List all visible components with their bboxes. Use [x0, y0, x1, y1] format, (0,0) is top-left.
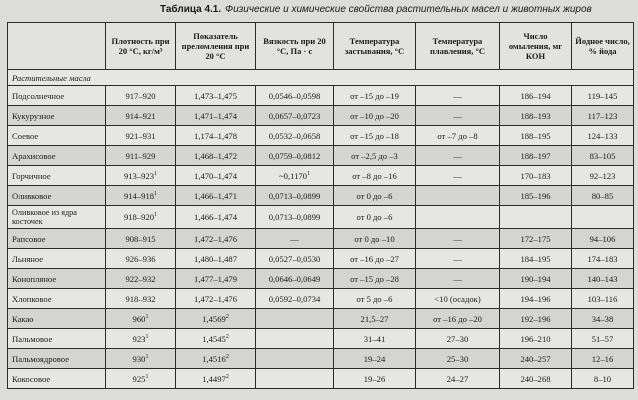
oil-name-cell — [8, 369, 106, 389]
oil-name-cell — [8, 166, 106, 186]
refraction-cell-text: 1,466–1,471 — [194, 190, 237, 201]
melting-cell-text: от –7 до –8 — [437, 130, 478, 141]
refraction-cell-text: 1,4545 — [202, 333, 226, 344]
saponification-cell-text: 170–183 — [520, 170, 551, 181]
table-row — [8, 146, 634, 166]
saponification-cell-text: 196–210 — [520, 333, 551, 344]
viscosity-cell — [256, 126, 334, 146]
saponification-cell-text: 184–195 — [520, 253, 551, 264]
oil-name-cell-text: Соевое — [12, 130, 39, 141]
oil-name-cell-text: Оливковое из ядра косточек — [12, 207, 77, 226]
iodine-cell-text: 94–106 — [589, 233, 616, 244]
table-row — [8, 229, 634, 249]
header-viscosity: Вязкость при 20 °С, Па · с — [256, 23, 334, 70]
melting-cell — [416, 329, 500, 349]
saponification-cell — [500, 309, 572, 329]
density-cell — [106, 186, 176, 206]
table-row — [8, 249, 634, 269]
viscosity-cell-text: 0,0759–0,0812 — [268, 150, 321, 161]
iodine-cell — [572, 269, 634, 289]
section-label: Растительные масла — [8, 70, 634, 86]
solidification-cell — [334, 349, 416, 369]
footnote-mark: 1 — [306, 170, 310, 177]
viscosity-cell — [256, 186, 334, 206]
oil-name-cell — [8, 249, 106, 269]
refraction-cell — [176, 166, 256, 186]
viscosity-cell — [256, 369, 334, 389]
melting-cell — [416, 206, 500, 229]
solidification-cell-text: от 0 до –6 — [356, 212, 393, 222]
viscosity-cell — [256, 86, 334, 106]
iodine-cell — [572, 329, 634, 349]
density-cell — [106, 146, 176, 166]
header-iodine: Йодное число, % йода — [572, 23, 634, 70]
solidification-cell-text: от 0 до –10 — [354, 233, 395, 244]
oil-name-cell — [8, 206, 106, 229]
viscosity-cell — [256, 166, 334, 186]
saponification-cell — [500, 289, 572, 309]
solidification-cell-text: от 0 до –6 — [356, 190, 393, 201]
footnote-mark: 1 — [145, 373, 149, 380]
solidification-cell-text: от –8 до –16 — [352, 170, 397, 181]
saponification-cell — [500, 249, 572, 269]
viscosity-cell-text: 0,0532–0,0658 — [268, 130, 321, 141]
iodine-cell-text: 119–145 — [587, 90, 618, 101]
melting-cell-text: 24–27 — [446, 373, 469, 384]
saponification-cell — [500, 206, 572, 229]
oil-name-cell-text: Льняное — [12, 253, 44, 264]
density-cell-text: 918–920 — [123, 212, 155, 222]
iodine-cell — [572, 186, 634, 206]
melting-cell-text: <10 (осадок) — [434, 293, 481, 304]
saponification-cell — [500, 126, 572, 146]
density-cell — [106, 206, 176, 229]
iodine-cell — [572, 86, 634, 106]
iodine-cell-text: 174–183 — [587, 253, 618, 264]
oil-name-cell-text: Оливковое — [12, 190, 52, 201]
saponification-cell-text: 192–196 — [520, 313, 551, 324]
solidification-cell — [334, 269, 416, 289]
table-row — [8, 269, 634, 289]
solidification-cell — [334, 146, 416, 166]
melting-cell-text: — — [453, 273, 462, 284]
viscosity-cell-text: 0,0546–0,0598 — [268, 90, 321, 101]
footnote-mark: 2 — [225, 373, 229, 380]
saponification-cell-text: 194–196 — [520, 293, 551, 304]
saponification-cell — [500, 146, 572, 166]
solidification-cell — [334, 186, 416, 206]
solidification-cell — [334, 206, 416, 229]
refraction-cell-text: 1,472–1,476 — [194, 233, 237, 244]
viscosity-cell — [256, 106, 334, 126]
solidification-cell-text: 31–41 — [363, 333, 386, 344]
iodine-cell-text: 103–116 — [587, 293, 618, 304]
density-cell-text: 908–915 — [125, 233, 156, 244]
density-cell — [106, 126, 176, 146]
iodine-cell — [572, 309, 634, 329]
melting-cell-text: 25–30 — [446, 353, 469, 364]
oil-name-cell — [8, 106, 106, 126]
solidification-cell — [334, 126, 416, 146]
oil-name-cell-text: Рапсовое — [12, 233, 46, 244]
saponification-cell-text: 186–194 — [520, 90, 551, 101]
iodine-cell-text: 92–123 — [589, 170, 616, 181]
iodine-cell — [572, 289, 634, 309]
density-cell-text: 917–920 — [125, 90, 156, 101]
saponification-cell — [500, 269, 572, 289]
density-cell — [106, 329, 176, 349]
refraction-cell — [176, 329, 256, 349]
oil-name-cell — [8, 329, 106, 349]
saponification-cell — [500, 186, 572, 206]
table-row — [8, 369, 634, 389]
refraction-cell — [176, 369, 256, 389]
melting-cell — [416, 146, 500, 166]
table-row — [8, 106, 634, 126]
oil-properties-table — [7, 22, 634, 389]
refraction-cell — [176, 309, 256, 329]
footnote-mark: 1 — [145, 313, 149, 320]
saponification-cell-text: 172–175 — [520, 233, 551, 244]
solidification-cell — [334, 229, 416, 249]
table-caption — [0, 0, 638, 20]
viscosity-cell-text: 0,0657–0,0723 — [268, 110, 321, 121]
refraction-cell — [176, 186, 256, 206]
oil-name-cell — [8, 86, 106, 106]
iodine-cell-text: 124–133 — [587, 130, 618, 141]
refraction-cell-text: 1,174–1,478 — [194, 130, 237, 141]
header-refraction: Показатель преломления при 20 °С — [176, 23, 256, 70]
density-cell-text: 918–932 — [125, 293, 156, 304]
solidification-cell-text: от –2,5 до –3 — [351, 150, 398, 161]
header-saponification: Число омыления, мг КОН — [500, 23, 572, 70]
header-density: Плотность при 20 °С, кг/м³ — [106, 23, 176, 70]
iodine-cell — [572, 146, 634, 166]
viscosity-cell-text: 0,0713–0,0899 — [268, 212, 321, 222]
iodine-cell-text: 34–38 — [591, 313, 614, 324]
refraction-cell — [176, 289, 256, 309]
density-cell — [106, 229, 176, 249]
density-cell-text: 925 — [132, 373, 146, 384]
viscosity-cell-text: — — [290, 233, 299, 244]
oil-name-cell — [8, 349, 106, 369]
iodine-cell — [572, 349, 634, 369]
melting-cell — [416, 249, 500, 269]
density-cell-text: 911–929 — [125, 150, 156, 161]
oil-name-cell-text: Кокосовое — [12, 373, 51, 384]
oil-name-cell-text: Пальмоядровое — [12, 353, 70, 364]
density-cell-text: 913–923 — [123, 170, 155, 181]
iodine-cell-text: 83–105 — [589, 150, 616, 161]
melting-cell-text: — — [453, 170, 462, 181]
density-cell — [106, 166, 176, 186]
saponification-cell — [500, 369, 572, 389]
melting-cell — [416, 186, 500, 206]
density-cell-text: 921–931 — [125, 130, 156, 141]
melting-cell — [416, 126, 500, 146]
density-cell — [106, 289, 176, 309]
iodine-cell-text: 51–57 — [591, 333, 614, 344]
footnote-mark: 2 — [225, 353, 229, 360]
refraction-cell-text: 1,4497 — [202, 373, 226, 384]
viscosity-cell — [256, 206, 334, 229]
viscosity-cell — [256, 249, 334, 269]
refraction-cell — [176, 146, 256, 166]
iodine-cell-text: 12–16 — [591, 353, 614, 364]
solidification-cell — [334, 249, 416, 269]
oil-name-cell — [8, 146, 106, 166]
refraction-cell — [176, 269, 256, 289]
oil-name-cell-text: Пальмовое — [12, 333, 53, 344]
oil-name-cell-text: Арахисовое — [12, 150, 56, 161]
density-cell-text: 930 — [132, 353, 146, 364]
viscosity-cell — [256, 289, 334, 309]
table-row — [8, 349, 634, 369]
saponification-cell — [500, 229, 572, 249]
iodine-cell — [572, 166, 634, 186]
refraction-cell-text: 1,473–1,475 — [194, 90, 237, 101]
header-solidification: Температура застывания, °С — [334, 23, 416, 70]
solidification-cell — [334, 329, 416, 349]
solidification-cell — [334, 309, 416, 329]
viscosity-cell-text: 0,0713–0,0899 — [268, 190, 321, 201]
table-row — [8, 206, 634, 229]
solidification-cell — [334, 369, 416, 389]
saponification-cell-text: 188–193 — [520, 110, 551, 121]
melting-cell-text: 27–30 — [446, 333, 469, 344]
solidification-cell — [334, 86, 416, 106]
melting-cell-text: — — [453, 150, 462, 161]
oil-name-cell — [8, 289, 106, 309]
footnote-mark: 1 — [154, 170, 158, 177]
table-row — [8, 186, 634, 206]
oil-name-cell-text: Подсолнечное — [12, 90, 65, 101]
iodine-cell — [572, 249, 634, 269]
refraction-cell-text: 1,468–1,472 — [194, 150, 237, 161]
footnote-mark: 1 — [154, 190, 158, 197]
refraction-cell-text: 1,4569 — [202, 313, 226, 324]
melting-cell — [416, 309, 500, 329]
density-cell — [106, 369, 176, 389]
solidification-cell-text: 19–26 — [363, 373, 386, 384]
solidification-cell-text: от –16 до –27 — [350, 253, 399, 264]
viscosity-cell-text: ~0,1170 — [279, 170, 307, 181]
iodine-cell-text: 117–123 — [587, 110, 618, 121]
melting-cell — [416, 269, 500, 289]
melting-cell-text: — — [453, 233, 462, 244]
density-cell-text: 914–921 — [125, 110, 156, 121]
table-title: Физические и химические свойства растительных масел и животных жиров — [225, 4, 592, 15]
solidification-cell — [334, 289, 416, 309]
solidification-cell-text: от –10 до –20 — [350, 110, 399, 121]
section-row — [8, 70, 634, 86]
footnote-mark: 1 — [154, 212, 158, 219]
refraction-cell — [176, 106, 256, 126]
saponification-cell — [500, 349, 572, 369]
table-row — [8, 289, 634, 309]
melting-cell — [416, 369, 500, 389]
density-cell — [106, 86, 176, 106]
density-cell-text: 922–932 — [125, 273, 156, 284]
viscosity-cell — [256, 349, 334, 369]
oil-name-cell — [8, 186, 106, 206]
viscosity-cell-text: 0,0646–0,0649 — [268, 273, 321, 284]
oil-name-cell — [8, 269, 106, 289]
iodine-cell-text: 80–85 — [591, 190, 614, 201]
table-row — [8, 309, 634, 329]
viscosity-cell — [256, 146, 334, 166]
solidification-cell — [334, 106, 416, 126]
oil-name-cell-text: Хлопковое — [12, 293, 52, 304]
footnote-mark: 2 — [225, 313, 229, 320]
table-number: Таблица 4.1. — [160, 4, 222, 15]
oil-name-cell-text: Конопляное — [12, 273, 57, 284]
solidification-cell-text: от –15 до –18 — [350, 130, 399, 141]
iodine-cell — [572, 369, 634, 389]
melting-cell-text: — — [453, 253, 462, 264]
refraction-cell — [176, 126, 256, 146]
saponification-cell — [500, 329, 572, 349]
iodine-cell — [572, 206, 634, 229]
viscosity-cell — [256, 309, 334, 329]
density-cell — [106, 269, 176, 289]
saponification-cell-text: 185–196 — [520, 190, 551, 201]
saponification-cell-text: 240–268 — [520, 373, 551, 384]
saponification-cell-text: 188–195 — [520, 130, 551, 141]
oil-name-cell-text: Какао — [12, 313, 34, 324]
iodine-cell-text: 140–143 — [587, 273, 618, 284]
refraction-cell-text: 1,470–1,474 — [194, 170, 237, 181]
melting-cell — [416, 229, 500, 249]
density-cell — [106, 349, 176, 369]
saponification-cell-text: 190–194 — [520, 273, 551, 284]
viscosity-cell — [256, 329, 334, 349]
header-oil-name — [8, 23, 106, 70]
density-cell-text: 923 — [132, 333, 146, 344]
refraction-cell — [176, 229, 256, 249]
density-cell-text: 914–918 — [123, 190, 155, 201]
oil-name-cell-text: Кукурузное — [12, 110, 55, 121]
iodine-cell — [572, 229, 634, 249]
solidification-cell-text: от –15 до –28 — [350, 273, 399, 284]
saponification-cell — [500, 86, 572, 106]
melting-cell-text: — — [453, 90, 462, 101]
melting-cell-text: от –16 до –20 — [433, 313, 482, 324]
solidification-cell-text: 21,5–27 — [360, 313, 389, 324]
footnote-mark: 1 — [145, 333, 149, 340]
oil-name-cell — [8, 229, 106, 249]
refraction-cell — [176, 206, 256, 229]
refraction-cell-text: 1,472–1,476 — [194, 293, 237, 304]
melting-cell-text: — — [453, 110, 462, 121]
saponification-cell — [500, 106, 572, 126]
solidification-cell-text: 19–24 — [363, 353, 386, 364]
refraction-cell — [176, 349, 256, 369]
refraction-cell-text: 1,4516 — [202, 353, 226, 364]
density-cell-text: 960 — [132, 313, 146, 324]
table-row — [8, 329, 634, 349]
refraction-cell-text: 1,466–1,474 — [194, 212, 237, 222]
melting-cell — [416, 289, 500, 309]
table-row — [8, 86, 634, 106]
refraction-cell-text: 1,480–1,487 — [194, 253, 237, 264]
oil-name-cell — [8, 309, 106, 329]
viscosity-cell-text: 0,0527–0,0530 — [268, 253, 321, 264]
iodine-cell-text: 8–10 — [593, 373, 612, 384]
solidification-cell — [334, 166, 416, 186]
saponification-cell-text: 240–257 — [520, 353, 551, 364]
viscosity-cell — [256, 229, 334, 249]
melting-cell — [416, 349, 500, 369]
solidification-cell-text: от 5 до –6 — [356, 293, 393, 304]
refraction-cell-text: 1,477–1,479 — [194, 273, 237, 284]
melting-cell — [416, 166, 500, 186]
refraction-cell — [176, 249, 256, 269]
melting-cell — [416, 106, 500, 126]
saponification-cell — [500, 166, 572, 186]
oil-name-cell — [8, 126, 106, 146]
saponification-cell-text: 188–197 — [520, 150, 551, 161]
footnote-mark: 2 — [225, 333, 229, 340]
viscosity-cell — [256, 269, 334, 289]
iodine-cell — [572, 106, 634, 126]
table-row — [8, 166, 634, 186]
density-cell-text: 926–936 — [125, 253, 156, 264]
refraction-cell — [176, 86, 256, 106]
density-cell — [106, 309, 176, 329]
density-cell — [106, 249, 176, 269]
melting-cell — [416, 86, 500, 106]
header-melting: Температура плавления, °С — [416, 23, 500, 70]
refraction-cell-text: 1,471–1,474 — [194, 110, 237, 121]
footnote-mark: 1 — [145, 353, 149, 360]
header-row — [8, 23, 634, 70]
iodine-cell — [572, 126, 634, 146]
solidification-cell-text: от –15 до –19 — [350, 90, 399, 101]
table-row — [8, 126, 634, 146]
density-cell — [106, 106, 176, 126]
viscosity-cell-text: 0,0592–0,0734 — [268, 293, 321, 304]
oil-name-cell-text: Горчичное — [12, 170, 51, 181]
